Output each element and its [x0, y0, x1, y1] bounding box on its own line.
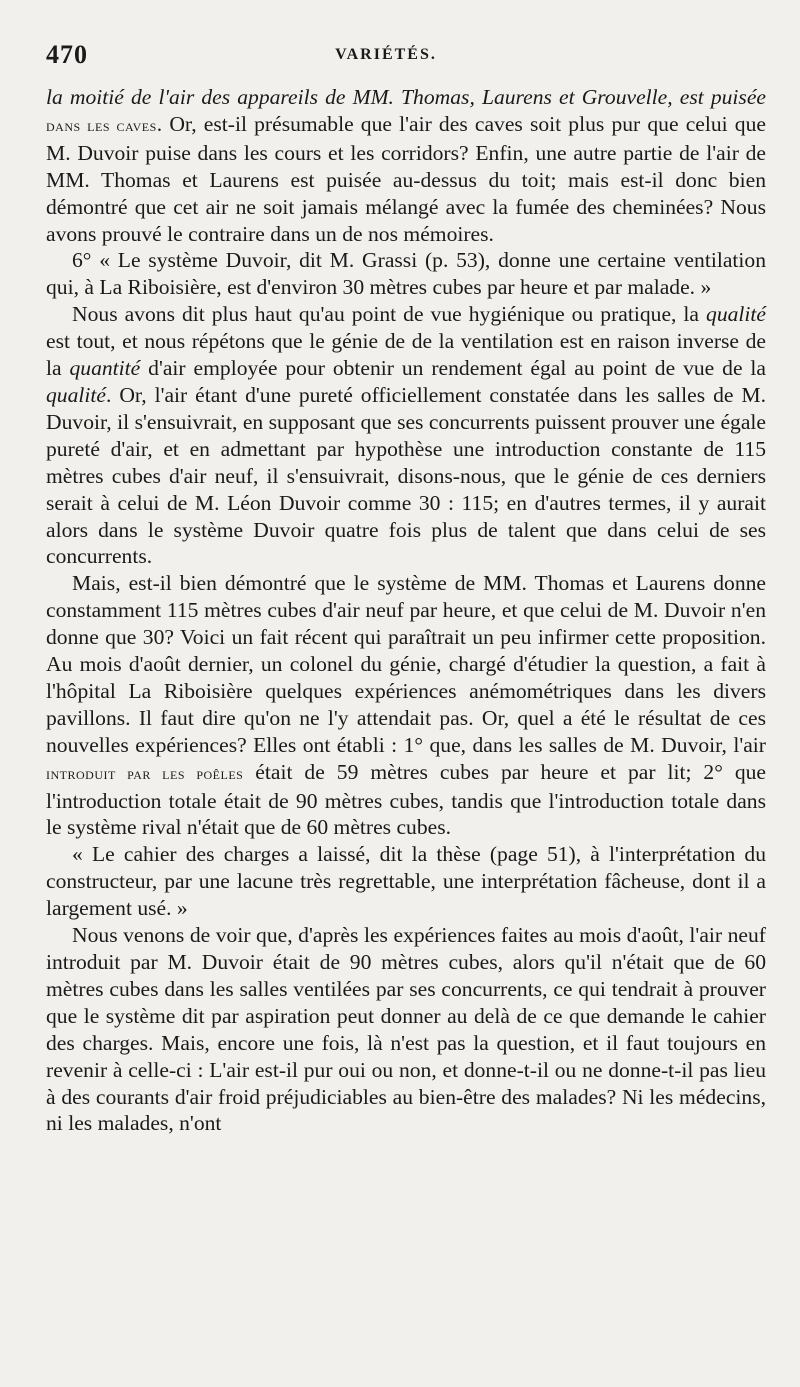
body-text: [46, 84, 766, 1137]
text-run: . Or, l'air étant d'une pureté officiellement constatée dans les salles de M. Duvoir, il s'ensuivrait, en supposant que ses concurrents puissent prouver une égale pureté d'air, et en admettant par hypothèse une introduction constante de 115 mètres cubes d'air neuf, il s'ensuivrait, disons-nous, que le génie de ces derniers serait à celui de M. Léon Duvoir comme 30 : 115; en d'autres termes, il y aurait alors dans le système Duvoir quatre fois plus de talent que dans celui de ses concurrents.: [46, 382, 766, 569]
running-head: VARIÉTÉS.: [335, 46, 437, 63]
page-header: [46, 38, 766, 84]
text-run: 6° « Le système Duvoir, dit M. Grassi (p. 53), donne une certaine ventilation qui, à La Riboisière, est d'environ 30 mètres cubes par heure et par malade. »: [46, 248, 766, 300]
small-caps-run: introduit par les poêles: [46, 763, 244, 783]
italic-run: qualité: [706, 302, 766, 327]
paragraph: [46, 570, 766, 841]
text-run: Mais, est-il bien démontré que le système de MM. Thomas et Laurens donne constamment 115 mètres cubes d'air neuf par heure, et que celui de M. Duvoir n'en donne que 30? Voici un fait récent qui paraîtrait un peu infirmer cette proposition. Au mois d'août dernier, un colonel du génie, chargé d'étudier la question, a fait à l'hôpital La Riboisière quelques expériences anémométriques dans les divers pavillons. Il faut dire qu'on ne l'y attendait pas. Or, quel a été le résultat de ces nouvelles expériences? Elles ont établi : 1° que, dans les salles de M. Duvoir, l'air: [46, 571, 766, 757]
paragraph: [46, 841, 766, 922]
paragraph: [46, 247, 766, 301]
small-caps-run: dans les caves: [46, 115, 157, 135]
text-run: Nous venons de voir que, d'après les expériences faites au mois d'août, l'air neuf introduit par M. Duvoir était de 90 mètres cubes, alors qu'il n'était que de 60 mètres cubes dans les salles ventilées par ses concurrents, ce qui tendrait à prouver que le système dit par aspiration peut donner au delà de ce que demande le cahier des charges. Mais, encore une fois, là n'est pas la question, et il faut toujours en revenir à celle-ci : L'air est-il pur oui ou non, et donne-t-il ou ne donne-t-il pas lieu à des courants d'air froid préjudiciables au bien-être des malades? Ni les médecins, ni les malades, n'ont: [46, 923, 766, 1136]
text-run: Nous avons dit plus haut qu'au point de vue hygiénique ou pratique, la: [72, 302, 707, 327]
text-run: d'air employée pour obtenir un rendement égal au point de vue de la: [140, 356, 767, 381]
page-number: 470: [46, 40, 88, 69]
italic-run: quantité: [69, 356, 141, 381]
italic-run: qualité: [46, 382, 106, 407]
paragraph: [46, 922, 766, 1137]
text-run: « Le cahier des charges a laissé, dit la thèse (page 51), à l'interprétation du constructeur, par une lacune très regrettable, une interprétation fâcheuse, dont il a largement usé. »: [46, 842, 766, 921]
text-run: . Or, est-il présumable que l'air des caves soit plus pur que celui que M. Duvoir puise dans les cours et les corridors? Enfin, une autre partie de l'air de MM. Thomas et Laurens est puisée au-dessus du toit; mais est-il donc bien démontré que cet air ne soit jamais mélangé avec la fumée des cheminées? Nous avons prouvé le contraire dans un de nos mémoires.: [46, 111, 766, 246]
text-run: est tout, et nous répétons que le génie de de la ventilation est en raison inverse de la: [46, 329, 766, 381]
paragraph: [46, 84, 766, 247]
paragraph: [46, 301, 766, 570]
italic-run: la moitié de l'air des appareils de MM. Thomas, Laurens et Grouvelle, est puisée: [46, 85, 766, 109]
text-run: était de 59 mètres cubes par heure et par lit; 2° que l'introduction totale était de 90 mètres cubes, tandis que l'introduction totale dans le système rival n'était que de 60 mètres cubes.: [46, 759, 767, 840]
